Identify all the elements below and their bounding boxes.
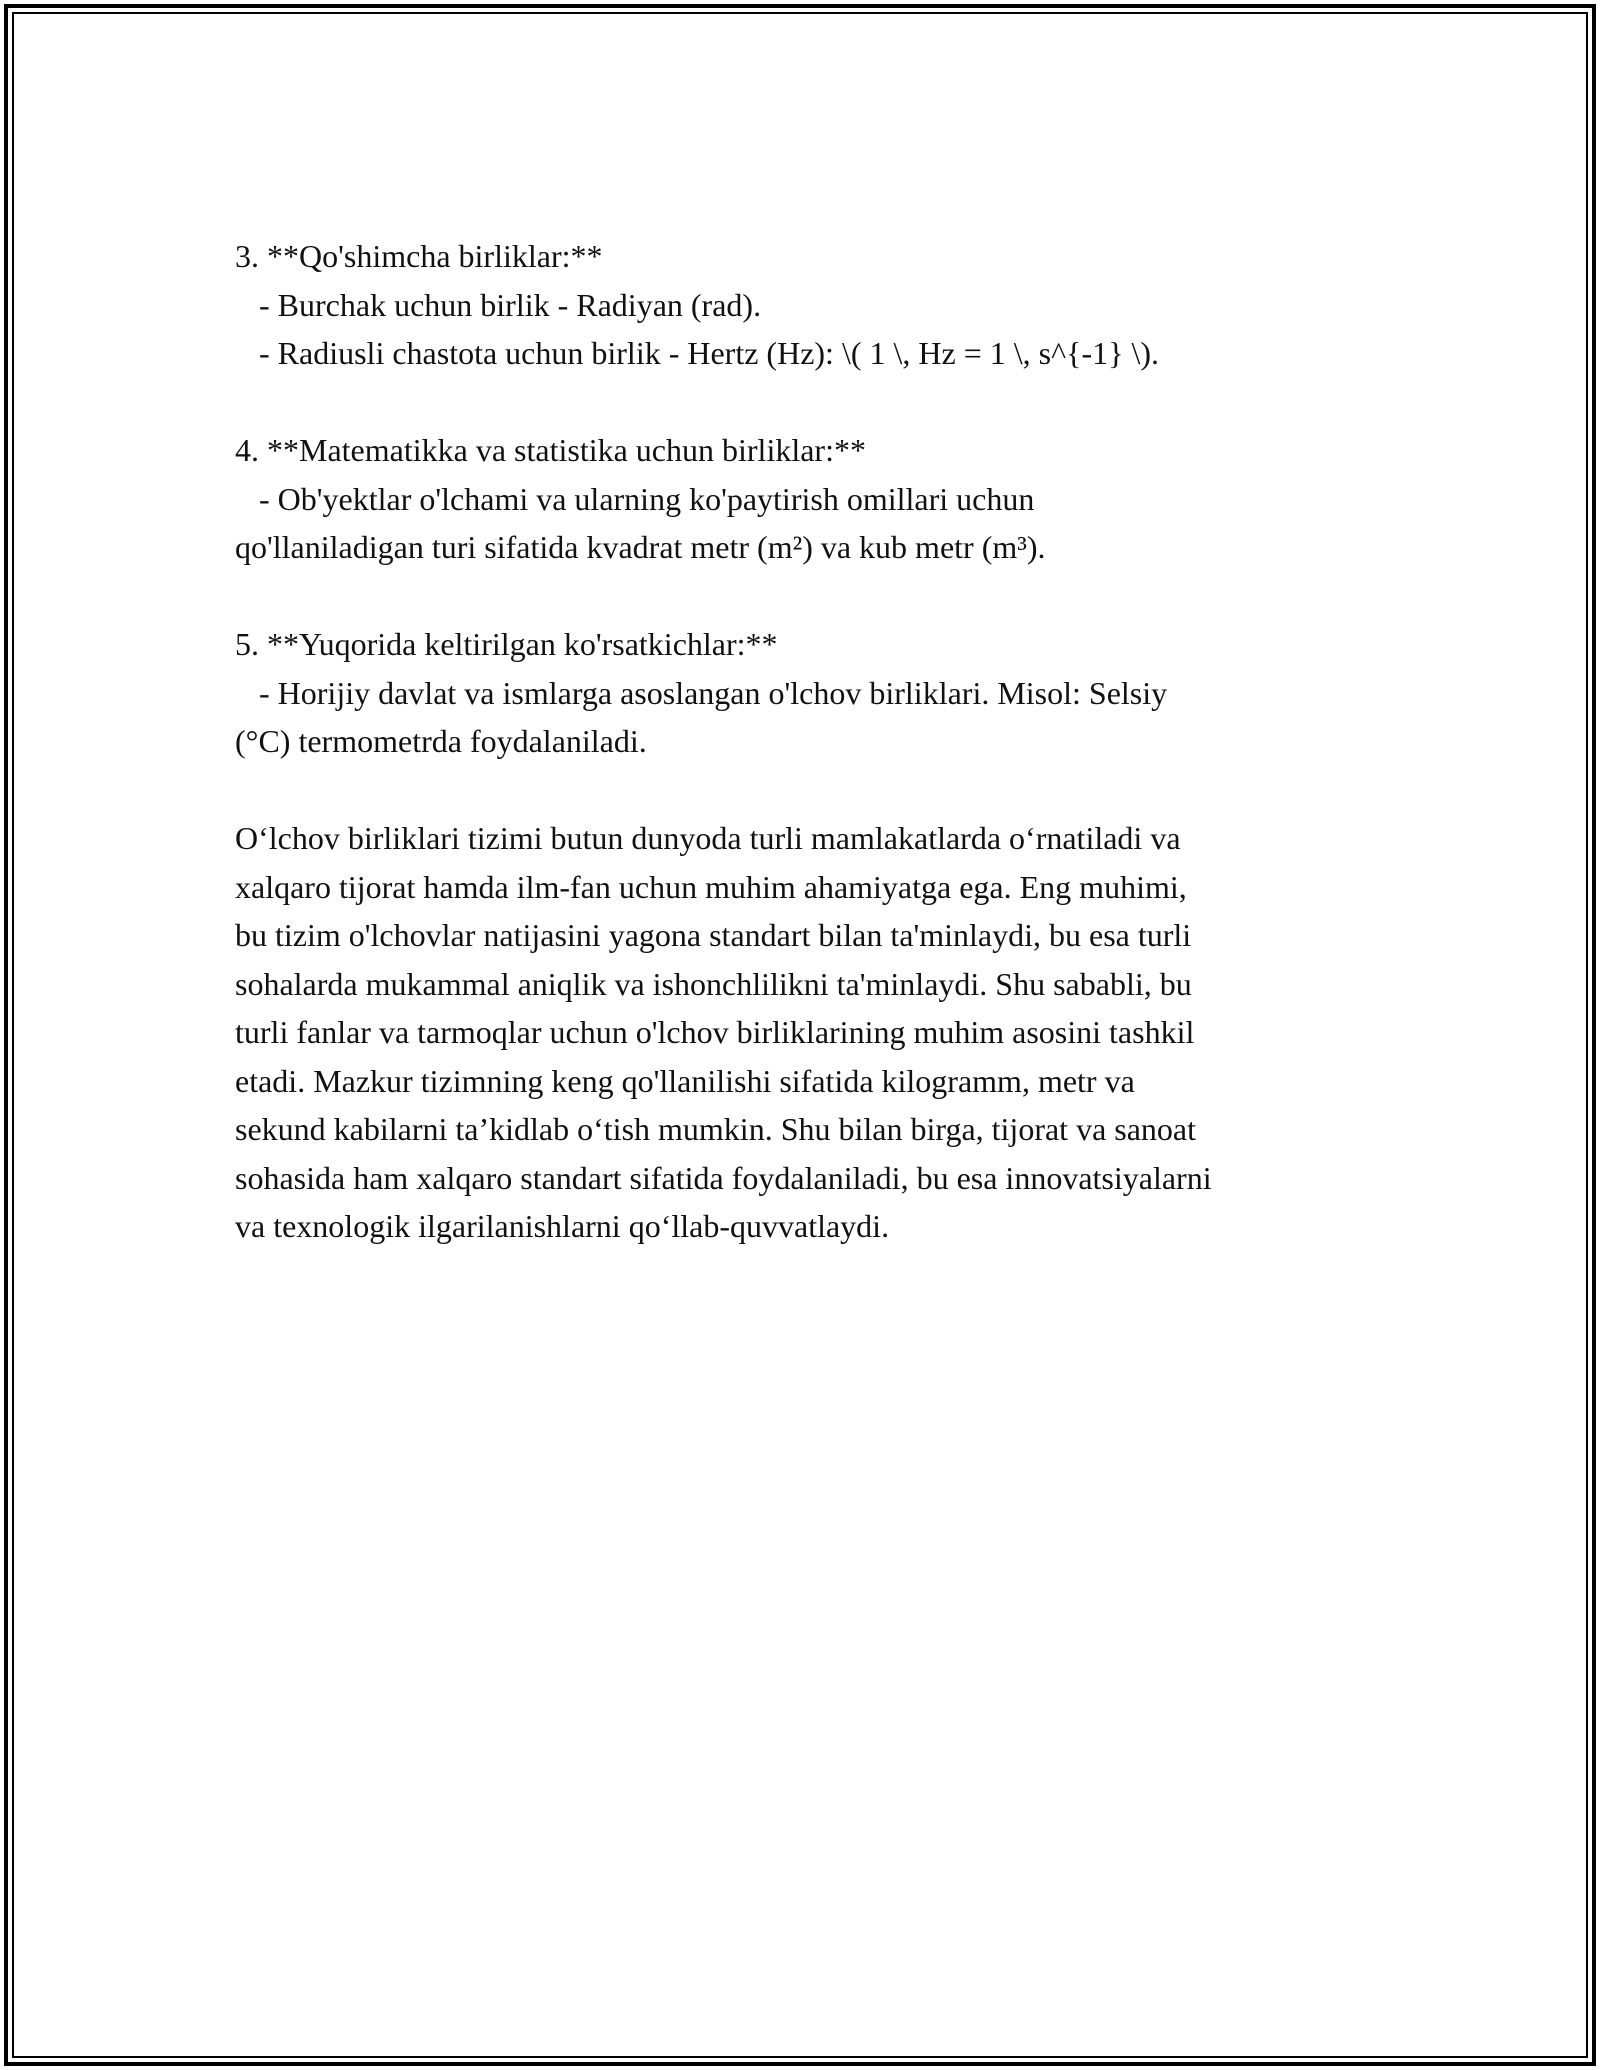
list-item-3-heading: 3. **Qo'shimcha birliklar:**	[235, 238, 603, 274]
list-item-4-line-2: qo'llaniladigan turi sifatida kvadrat metr (m²) va kub metr (m³).	[235, 529, 1046, 565]
list-item-5-line-2: (°C) termometrda foydalaniladi.	[235, 723, 647, 759]
paragraph-line-4: sohalarda mukammal aniqlik va ishonchlilikni ta'minlaydi. Shu sababli, bu	[235, 965, 1192, 1002]
paragraph-line-6: etadi. Mazkur tizimning keng qo'llanilishi sifatida kilogramm, metr va	[235, 1062, 1135, 1099]
list-item-4-heading: 4. **Matematikka va statistika uchun birliklar:**	[235, 432, 866, 468]
paragraph-line-2: xalqaro tijorat hamda ilm-fan uchun muhim ahamiyatga ega. Eng muhimi,	[235, 868, 1187, 905]
paragraph-line-9: va texnologik ilgarilanishlarni qo‘llab-quvvatlaydi.	[235, 1208, 890, 1244]
paragraph-line-1: O‘lchov birliklari tizimi butun dunyoda turli mamlakatlarda o‘rnatiladi va	[235, 820, 1181, 856]
paragraph-line-7: sekund kabilarni ta’kidlab o‘tish mumkin. Shu bilan birga, tijorat va sanoat	[235, 1111, 1197, 1147]
paragraph-line-8: sohasida ham xalqaro standart sifatida foydalaniladi, bu esa innovatsiyalarni	[235, 1159, 1212, 1196]
list-item-5-line-1: - Horijiy davlat va ismlarga asoslangan o'lchov birliklari. Misol: Selsiy	[235, 674, 1168, 711]
list-item-3-line-2: - Radiusli chastota uchun birlik - Hertz (Hz): \( 1 \, Hz = 1 \, s^{-1} \).	[235, 335, 1160, 371]
document-body	[235, 232, 1365, 1251]
paragraph-line-5: turli fanlar va tarmoqlar uchun o'lchov birliklarining muhim asosini tashkil	[235, 1014, 1195, 1050]
blank-line	[235, 572, 1365, 621]
blank-line	[235, 378, 1365, 427]
paragraph-line-3: bu tizim o'lchovlar natijasini yagona standart bilan ta'minlaydi, bu esa turli	[235, 917, 1192, 953]
list-item-4-line-1: - Ob'yektlar o'lchami va ularning ko'paytirish omillari uchun	[235, 480, 1035, 517]
list-item-3-line-1: - Burchak uchun birlik - Radiyan (rad).	[235, 286, 762, 323]
blank-line	[235, 766, 1365, 815]
list-item-5-heading: 5. **Yuqorida keltirilgan ko'rsatkichlar:**	[235, 626, 778, 662]
